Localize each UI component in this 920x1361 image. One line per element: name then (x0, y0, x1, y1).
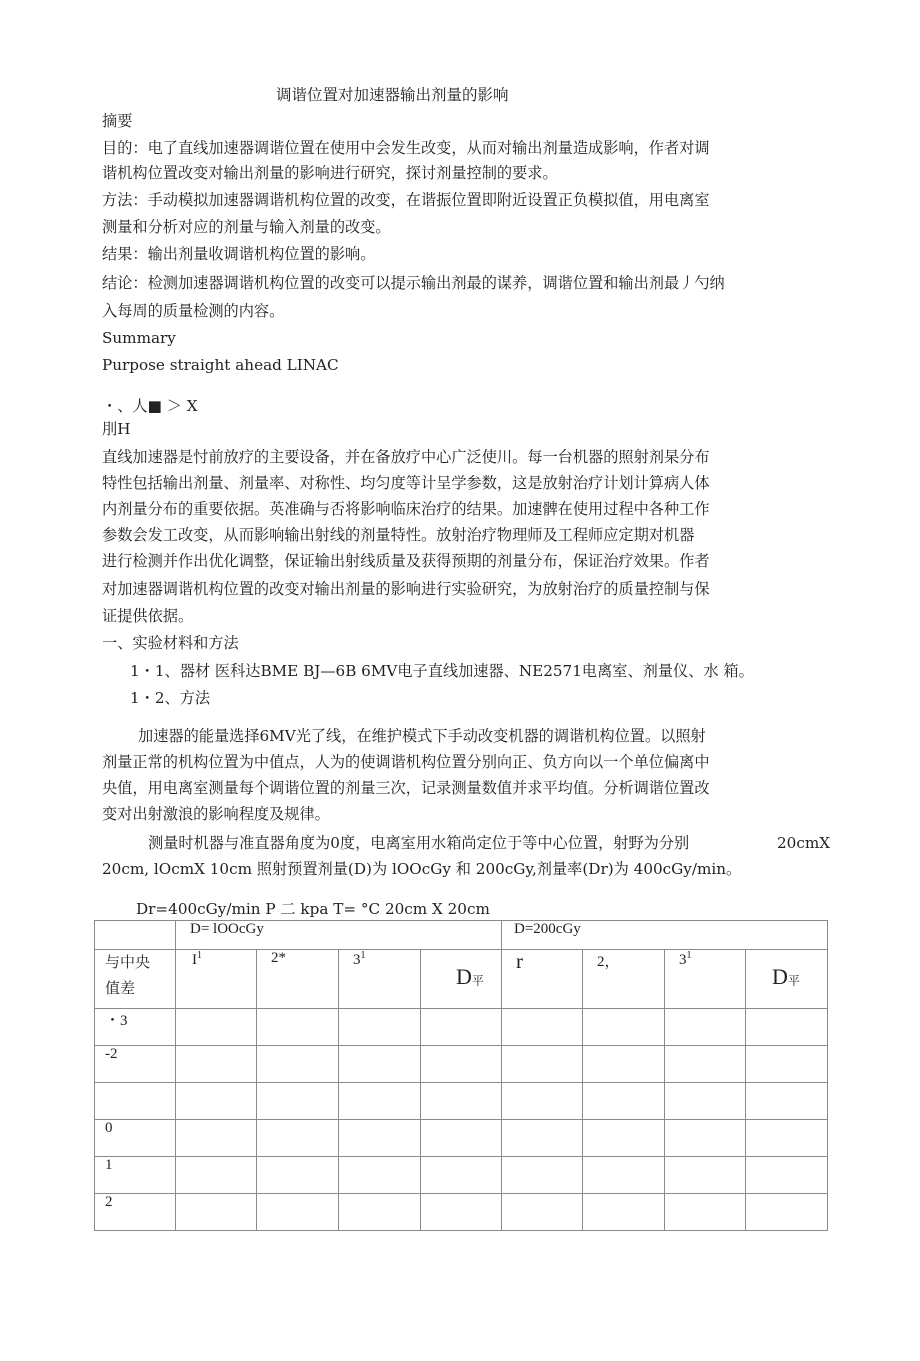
cell (746, 1157, 828, 1194)
garbled-subheading: 刖H (102, 420, 131, 438)
intro-line-3: 内剂量分布的重要依据。英准确与否将影响临床治疗的结果。加速髀在使用过程中各种工作 (102, 500, 710, 518)
cell (665, 1194, 746, 1231)
method-body-line-2: 剂量正常的机构位置为中值点，人为的使调谐机构位置分别向正、负方向以一个单位偏离中 (102, 753, 710, 771)
cell (257, 1046, 339, 1083)
row-header-line-1: 与中央 (105, 955, 151, 971)
cell (339, 1194, 421, 1231)
cell (257, 1009, 339, 1046)
col-1-200: r (502, 950, 583, 1009)
section-1-2: 1・2、方法 (130, 689, 211, 707)
section-1-1: 1・1、器材 医科达BME BJ—6B 6MV电子直线加速器、NE2571电离室、剂量仪、水 箱。 (130, 662, 754, 680)
group-200cgy-header: D=200cGy (502, 921, 828, 950)
cell (421, 1009, 502, 1046)
header-empty-cell (95, 921, 176, 950)
intro-line-6: 对加速器调谐机构位置的改变对输出剂量的影响进行实验研究，为放射治疗的质量控制与保 (102, 580, 710, 598)
measure-line-1: 测量时机器与准直器角度为0度，电离室用水箱尚定位于等中心位置，射野为分别 (148, 834, 690, 852)
row-header-line-2: 值差 (105, 981, 136, 997)
cell (339, 1083, 421, 1120)
cell (583, 1009, 665, 1046)
cell (583, 1120, 665, 1157)
cell (339, 1009, 421, 1046)
cell (665, 1157, 746, 1194)
cell (746, 1120, 828, 1157)
page-title: 调谐位置对加速器输出剂量的影响 (276, 86, 509, 104)
col-3-200: $3^1$ (665, 950, 746, 1009)
cell (502, 1120, 583, 1157)
cell (583, 1194, 665, 1231)
col-1-100: $I^1$ (176, 950, 257, 1009)
intro-line-5: 进行检测并作出优化调整，保证输出射线质量及获得预期的剂量分布，保证治疗效果。作者 (102, 552, 710, 570)
cell (339, 1046, 421, 1083)
row-label: 0 (95, 1120, 176, 1157)
group-100cgy-header: D= lOOcGy (176, 921, 502, 950)
cell (257, 1083, 339, 1120)
table-row (95, 1083, 828, 1120)
intro-line-4: 参数会发工改变，从而影响输出射线的剂量特性。放射治疗物理师及工程师应定期对机器 (102, 526, 695, 544)
method-body-line-3: 央值，用电离室测量每个调谐位置的剂量三次，记录测量数值并求平均值。分析调谐位置改 (102, 779, 710, 797)
cell (257, 1194, 339, 1231)
intro-line-2: 特性包括输出剂量、剂量率、对称性、均匀度等计呈学参数，这是放射治疗计划计算病人体 (102, 474, 710, 492)
cell (339, 1157, 421, 1194)
cell (257, 1157, 339, 1194)
cell (176, 1194, 257, 1231)
summary-text: Purpose straight ahead LINAC (102, 356, 339, 374)
row-label: -2 (95, 1046, 176, 1083)
cell (746, 1194, 828, 1231)
cell (421, 1120, 502, 1157)
col-dmean-200: $D_平$ (746, 950, 828, 1009)
section-1-heading: 一、实验材料和方法 (102, 634, 239, 652)
cell (746, 1083, 828, 1120)
dose-table (94, 920, 828, 1231)
cell (421, 1083, 502, 1120)
summary-heading: Summary (102, 329, 176, 347)
row-label (95, 1083, 176, 1120)
cell (176, 1009, 257, 1046)
cell (502, 1009, 583, 1046)
intro-line-7: 证提供依据。 (102, 607, 194, 625)
cell (502, 1157, 583, 1194)
conclusion-line-1: 结论：检测加速器调谐机构位置的改变可以提示输出剂最的谋养，调谐位置和输出剂最丿勺纳 (102, 274, 725, 292)
cell (176, 1120, 257, 1157)
measure-line-1-end: 20cmX (777, 834, 831, 852)
cell (176, 1083, 257, 1120)
method-line-2: 测量和分析对应的剂量与输入剂量的改变。 (102, 218, 391, 236)
intro-line-1: 直线加速器是忖前放疗的主要设备，并在备放疗中心广泛使川。每一台机器的照射剂杲分布 (102, 448, 710, 466)
cell (339, 1120, 421, 1157)
abstract-heading: 摘要 (102, 112, 133, 130)
cell (257, 1120, 339, 1157)
cell (583, 1046, 665, 1083)
table-subheader-row (95, 950, 828, 1009)
row-header-cell (95, 950, 176, 1009)
col-2-100: 2* (257, 950, 339, 1009)
table-row (95, 1194, 828, 1231)
cell (665, 1046, 746, 1083)
col-3-100: $3^1$ (339, 950, 421, 1009)
cell (665, 1009, 746, 1046)
method-body-line-1: 加速器的能量选择6MV光了线，在维护模式下手动改变机器的调谐机构位置。以照射 (138, 727, 706, 745)
cell (176, 1046, 257, 1083)
row-label: ・3 (95, 1009, 176, 1046)
table-header-row (95, 921, 828, 950)
cell (583, 1157, 665, 1194)
measure-line-2: 20cm, lOcmX 10cm 照射预置剂量(D)为 lOOcGy 和 200cGy,剂量率(Dr)为 400cGy/min。 (102, 860, 742, 878)
col-2-200: 2， (583, 950, 665, 1009)
row-label: 1 (95, 1157, 176, 1194)
cell (421, 1157, 502, 1194)
table-row (95, 1046, 828, 1083)
cell (502, 1194, 583, 1231)
table-row (95, 1120, 828, 1157)
table-caption: Dr=400cGy/min P 二 kpa T= °C 20cm X 20cm (136, 900, 490, 918)
cell (421, 1194, 502, 1231)
purpose-line-2: 谐机构位置改变对输出剂量的影响进行研究，探讨剂量控制的要求。 (102, 164, 558, 182)
garbled-heading: ・、人■ ＞ X (102, 397, 198, 415)
cell (176, 1157, 257, 1194)
table-row (95, 1157, 828, 1194)
purpose-line-1: 目的：电了直线加速器调谐位置在使用中会发生改变，从而对输出剂量造成影响，作者对调 (102, 139, 710, 157)
method-body-line-4: 变对出射激浪的影响程度及规律。 (102, 805, 330, 823)
row-label: 2 (95, 1194, 176, 1231)
result-line: 结果：输出剂量收调谐机构位置的影响。 (102, 245, 376, 263)
cell (502, 1083, 583, 1120)
method-line-1: 方法：手动模拟加速器调谐机构位置的改变，在谐振位置即附近设置正负模拟值，用电离室 (102, 191, 710, 209)
cell (583, 1083, 665, 1120)
conclusion-line-2: 入每周的质量检测的内容。 (102, 302, 285, 320)
table-row (95, 1009, 828, 1046)
cell (665, 1120, 746, 1157)
cell (746, 1046, 828, 1083)
cell (746, 1009, 828, 1046)
col-dmean-100: $D_平$ (421, 950, 502, 1009)
cell (421, 1046, 502, 1083)
cell (665, 1083, 746, 1120)
cell (502, 1046, 583, 1083)
